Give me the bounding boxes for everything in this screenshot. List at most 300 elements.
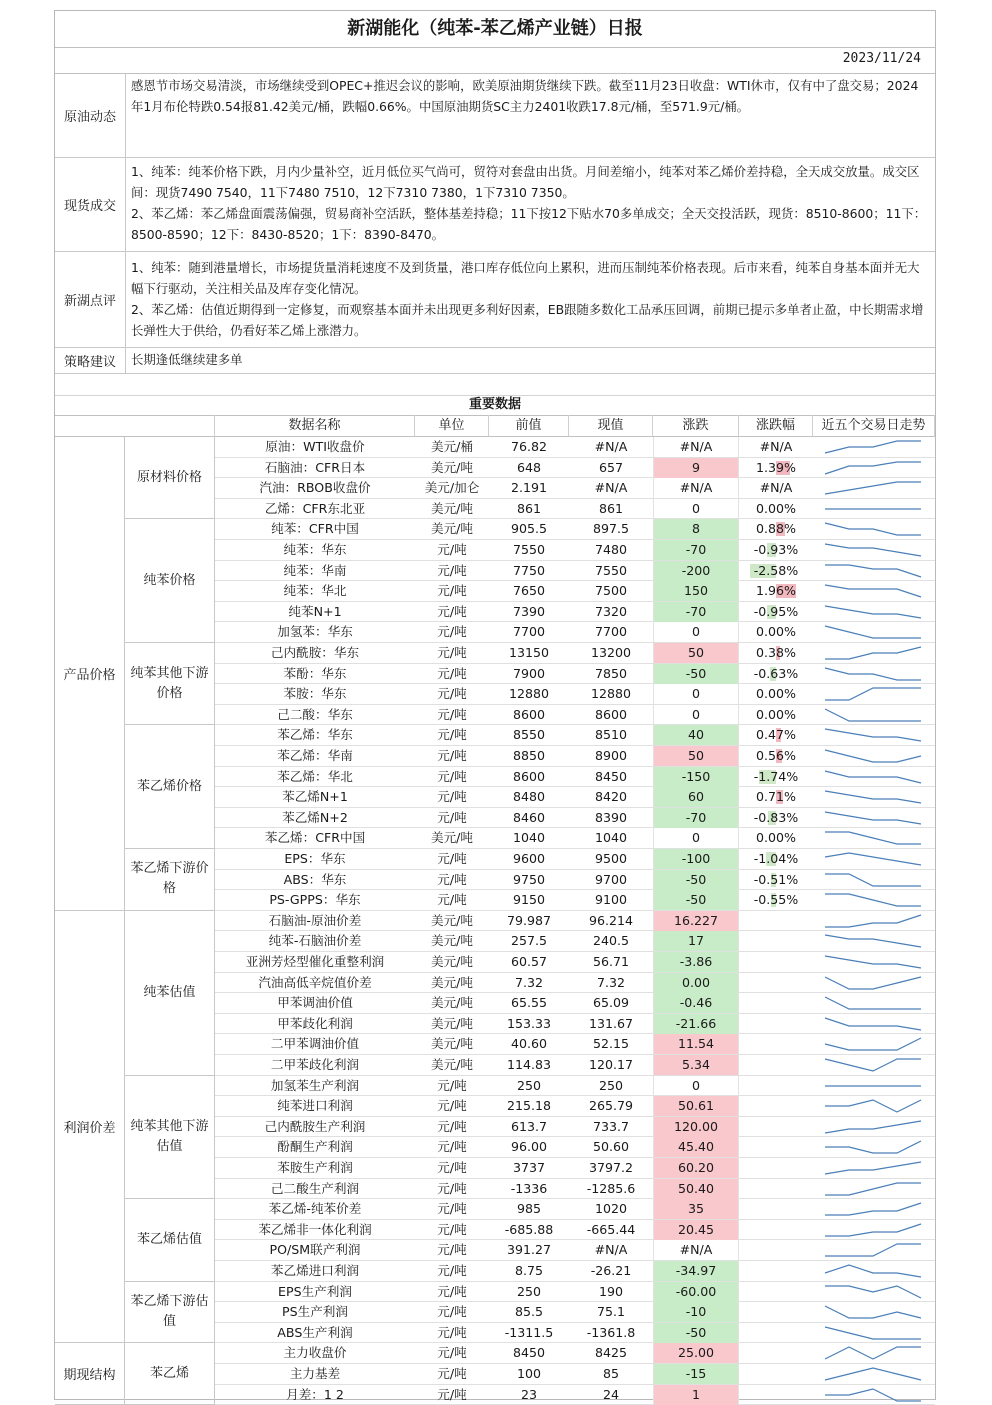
- row-name: 苯乙烯：CFR中国: [264, 830, 366, 846]
- row-pct: [739, 519, 813, 539]
- category-label: 产品价格: [55, 437, 125, 911]
- row-prev: 13150: [508, 645, 550, 660]
- trend-sparkline: [813, 931, 935, 951]
- trend-line: [825, 1265, 921, 1277]
- table-row: [215, 437, 935, 458]
- row-cur: 13200: [590, 645, 632, 660]
- trend-line: [825, 1327, 921, 1339]
- row-prev: 648: [516, 459, 542, 475]
- row-pct: [739, 1282, 813, 1302]
- trend-sparkline: [813, 1199, 935, 1219]
- trend-sparkline: [813, 458, 935, 478]
- row-cur: 1040: [594, 830, 628, 846]
- trend-line: [825, 1389, 921, 1401]
- row-pct: [739, 540, 813, 560]
- row-pct: [739, 1240, 813, 1260]
- row-name: 主力基差: [289, 1366, 341, 1381]
- row-cur: 8425: [594, 1345, 628, 1361]
- row-name: 苯乙烯进口利润: [270, 1263, 360, 1278]
- row-pct: [739, 705, 813, 725]
- row-prev: 23: [520, 1386, 538, 1402]
- group-label: 苯乙烯下游估值: [125, 1282, 215, 1344]
- trend-line: [825, 441, 921, 453]
- row-cur: 7550: [594, 562, 628, 578]
- row-name: 苯乙烯：华东: [277, 727, 353, 743]
- table-row: [215, 973, 935, 994]
- trend-sparkline: [813, 705, 935, 725]
- row-unit: 元/吨: [437, 665, 467, 681]
- row-name: 石脑油-原油价差: [268, 912, 362, 928]
- row-name: 己二酸：华东: [277, 706, 353, 722]
- trend-line: [825, 1100, 921, 1112]
- trend-sparkline: [813, 808, 935, 828]
- table-row: [215, 643, 935, 664]
- row-cur: 861: [598, 500, 624, 516]
- row-prev: 9600: [512, 851, 546, 866]
- row-cur: -26.21: [590, 1263, 632, 1278]
- table-row: [215, 478, 935, 499]
- trend-sparkline: [813, 1034, 935, 1054]
- row-name: 己内酰胺生产利润: [264, 1118, 366, 1134]
- row-change: -200: [653, 561, 739, 581]
- row-name: 汽油高低辛烷值价差: [258, 974, 372, 990]
- col-pct: 涨跌幅: [739, 415, 813, 437]
- trend-line: [825, 626, 921, 638]
- row-cur: 131.67: [588, 1015, 634, 1031]
- row-prev: 65.55: [510, 995, 548, 1011]
- row-cur: 657: [598, 459, 624, 475]
- pct-text: 0.47%: [755, 727, 796, 743]
- row-pct: [739, 622, 813, 642]
- row-change: -21.66: [653, 1014, 739, 1034]
- trend-sparkline: [813, 993, 935, 1013]
- table-row: [215, 581, 935, 602]
- row-name: 原油：WTI收盘价: [265, 439, 365, 454]
- row-prev: 1040: [512, 830, 546, 846]
- row-unit: 元/吨: [437, 851, 467, 866]
- group-label: 苯乙烯下游价格: [125, 849, 215, 911]
- row-cur: 52.15: [592, 1036, 630, 1052]
- row-name: 汽油：RBOB收盘价: [259, 480, 371, 496]
- table-row: [215, 993, 935, 1014]
- row-name: 纯苯：华东: [283, 542, 347, 557]
- row-unit: 美元/吨: [430, 1057, 474, 1072]
- row-prev: -1336: [510, 1180, 548, 1196]
- pct-text: -1.04%: [753, 851, 799, 866]
- row-pct: [739, 1137, 813, 1157]
- trend-line: [825, 668, 921, 680]
- row-unit: 元/吨: [437, 706, 467, 722]
- row-change: 0: [653, 684, 739, 704]
- trend-sparkline: [813, 952, 935, 972]
- row-prev: 257.5: [510, 933, 548, 949]
- row-pct: [739, 1096, 813, 1116]
- key-data-title: 重要数据: [55, 395, 935, 416]
- trend-sparkline: [813, 787, 935, 807]
- row-change: 35: [653, 1199, 739, 1219]
- pct-text: -0.83%: [753, 809, 799, 825]
- pct-text: -0.93%: [753, 542, 799, 557]
- row-unit: 元/吨: [437, 624, 467, 640]
- row-change: -50: [653, 1323, 739, 1343]
- trend-sparkline: [813, 664, 935, 684]
- trend-sparkline: [813, 540, 935, 560]
- row-cur: 250: [598, 1077, 624, 1093]
- row-name: 己内酰胺：华东: [270, 645, 360, 660]
- row-change: -0.46: [653, 993, 739, 1013]
- pct-text: -1.74%: [753, 768, 799, 784]
- row-pct: [739, 1302, 813, 1322]
- row-pct: [739, 1199, 813, 1219]
- row-name: 纯苯：华北: [283, 583, 347, 599]
- row-pct: [739, 684, 813, 704]
- row-name: PO/SM联产利润: [269, 1242, 361, 1258]
- row-name: 苯乙烯非一体化利润: [258, 1221, 372, 1237]
- table-row: [215, 1055, 935, 1076]
- row-pct: [739, 787, 813, 807]
- row-change: 60: [653, 787, 739, 807]
- trend-line: [825, 977, 921, 989]
- col-blank: [55, 415, 215, 437]
- row-prev: 9750: [512, 871, 546, 887]
- row-name: ABS：华东: [283, 871, 347, 887]
- row-unit: 美元/吨: [430, 1036, 474, 1052]
- section-label: 现货成交: [55, 157, 126, 251]
- row-prev: 7650: [512, 583, 546, 599]
- row-pct: [739, 1323, 813, 1343]
- trend-sparkline: [813, 519, 935, 539]
- row-name: EPS：华东: [284, 851, 346, 866]
- row-change: -70: [653, 808, 739, 828]
- trend-line: [825, 894, 921, 906]
- trend-line: [825, 1203, 921, 1215]
- trend-line: [825, 750, 921, 762]
- trend-line: [825, 1286, 921, 1298]
- row-name: 纯苯：CFR中国: [271, 521, 359, 537]
- trend-sparkline: [813, 1343, 935, 1363]
- row-prev: 7550: [512, 542, 546, 557]
- table-row: [215, 1034, 935, 1055]
- table-row: [215, 952, 935, 973]
- row-cur: 8390: [594, 809, 628, 825]
- row-pct: [739, 1385, 813, 1405]
- pct-text: 0.38%: [755, 645, 796, 660]
- table-row: [215, 1014, 935, 1035]
- trend-line: [825, 585, 921, 597]
- row-name: 纯苯进口利润: [277, 1098, 353, 1114]
- row-change: 8: [653, 519, 739, 539]
- section-comment: [55, 251, 935, 348]
- row-unit: 元/吨: [437, 1221, 467, 1237]
- row-change: 45.40: [653, 1137, 739, 1157]
- row-cur: 9100: [594, 892, 628, 908]
- trend-line: [825, 935, 921, 947]
- group-label: 原材料价格: [125, 437, 215, 519]
- row-prev: 3737: [512, 1160, 546, 1175]
- trend-line: [825, 1059, 921, 1071]
- pct-text: #N/A: [759, 480, 793, 496]
- row-name: 酚酮生产利润: [277, 1139, 353, 1155]
- trend-line: [825, 1038, 921, 1050]
- row-prev: 8600: [512, 768, 546, 784]
- table-row: [215, 849, 935, 870]
- row-prev: 8600: [512, 706, 546, 722]
- section-label: 原油动态: [55, 73, 126, 157]
- trend-sparkline: [813, 1261, 935, 1281]
- row-prev: 100: [516, 1366, 542, 1381]
- row-name: 苯胺：华东: [283, 686, 347, 702]
- section-label: 新湖点评: [55, 251, 126, 347]
- row-prev: 613.7: [510, 1118, 548, 1134]
- row-prev: 7700: [512, 624, 546, 640]
- row-change: 20.45: [653, 1220, 739, 1240]
- row-name: 己二酸生产利润: [270, 1180, 360, 1196]
- row-pct: [739, 458, 813, 478]
- row-change: -34.97: [653, 1261, 739, 1281]
- trend-line: [825, 1018, 921, 1030]
- table-row: [215, 890, 935, 911]
- row-pct: [739, 1055, 813, 1075]
- row-cur: 240.5: [592, 933, 630, 949]
- section-text: 感恩节市场交易清淡，市场继续受到OPEC+推迟会议的影响，欧美原油期货继续下跌。截至11月23日收盘：WTI休市，仅有中了盘交易；2024年1月布伦特跌0.54报81.42美元/桶，跌幅0.66%。中国原油期货SC主力2401收跌17.8元/桶，至571.9元/桶。: [131, 78, 919, 114]
- trend-sparkline: [813, 437, 935, 457]
- table-row: [215, 1282, 935, 1303]
- trend-sparkline: [813, 890, 935, 910]
- row-name: 纯苯：华南: [283, 562, 347, 578]
- category-label: 利润价差: [55, 911, 125, 1344]
- row-change: 0: [653, 499, 739, 519]
- row-cur: -665.44: [586, 1221, 636, 1237]
- group-label: 苯乙烯价格: [125, 725, 215, 849]
- row-name: 甲苯调油价值: [277, 995, 353, 1011]
- row-unit: 元/吨: [437, 1118, 467, 1134]
- row-unit: 元/吨: [437, 1345, 467, 1361]
- trend-line: [825, 997, 921, 1009]
- trend-line: [825, 729, 921, 741]
- row-prev: 40.60: [510, 1036, 548, 1052]
- table-row: [215, 1343, 935, 1364]
- row-pct: [739, 1158, 813, 1178]
- row-unit: 元/吨: [437, 748, 467, 763]
- row-unit: 美元/加仑: [424, 480, 480, 496]
- row-cur: 65.09: [592, 995, 630, 1011]
- report-title: 新湖能化（纯苯-苯乙烯产业链）日报: [55, 11, 935, 48]
- row-pct: [739, 725, 813, 745]
- table-row: [215, 458, 935, 479]
- row-prev: 215.18: [506, 1098, 552, 1114]
- table-row: [215, 1302, 935, 1323]
- trend-line: [825, 1368, 921, 1380]
- row-unit: 元/吨: [437, 1242, 467, 1258]
- row-change: -60.00: [653, 1282, 739, 1302]
- row-unit: 美元/吨: [430, 995, 474, 1011]
- trend-line: [825, 771, 921, 783]
- trend-sparkline: [813, 1302, 935, 1322]
- trend-sparkline: [813, 1096, 935, 1116]
- pct-text: 0.71%: [755, 789, 796, 805]
- row-change: 120.00: [653, 1117, 739, 1137]
- row-prev: 905.5: [510, 521, 548, 537]
- row-prev: 114.83: [506, 1057, 552, 1072]
- group-label: 苯乙烯: [125, 1343, 215, 1405]
- row-prev: 153.33: [506, 1015, 552, 1031]
- row-change: 0: [653, 1076, 739, 1096]
- row-change: -100: [653, 849, 739, 869]
- trend-sparkline: [813, 478, 935, 498]
- row-pct: [739, 1261, 813, 1281]
- trend-sparkline: [813, 767, 935, 787]
- row-name: ABS生产利润: [277, 1324, 353, 1340]
- trend-sparkline: [813, 973, 935, 993]
- trend-line: [825, 1183, 921, 1195]
- row-change: 60.20: [653, 1158, 739, 1178]
- row-cur: -1285.6: [586, 1180, 636, 1196]
- pct-text: 0.00%: [755, 706, 796, 722]
- row-change: 11.54: [653, 1034, 739, 1054]
- row-cur: 85: [602, 1366, 620, 1381]
- row-name: 二甲苯调油价值: [270, 1036, 360, 1052]
- row-unit: 元/吨: [437, 583, 467, 599]
- row-unit: 美元/吨: [430, 500, 474, 516]
- row-name: 苯乙烯N+1: [282, 789, 348, 805]
- trend-line: [825, 915, 921, 927]
- row-pct: [739, 808, 813, 828]
- group-label: 纯苯其他下游估值: [125, 1076, 215, 1200]
- table-row: [215, 540, 935, 561]
- trend-sparkline: [813, 1364, 935, 1384]
- row-name: 苯乙烯-纯苯价差: [268, 1201, 362, 1217]
- row-prev: 96.00: [510, 1139, 548, 1155]
- row-pct: [739, 973, 813, 993]
- report-date: 2023/11/24: [842, 51, 921, 66]
- row-change: 17: [653, 931, 739, 951]
- table-row: [215, 705, 935, 726]
- row-pct: [739, 1179, 813, 1199]
- row-prev: 7.32: [514, 974, 544, 990]
- trend-line: [825, 647, 921, 659]
- table-row: [215, 1179, 935, 1200]
- row-cur: 7850: [594, 665, 628, 681]
- row-cur: 8420: [594, 789, 628, 805]
- row-pct: [739, 828, 813, 848]
- row-unit: 元/吨: [437, 1077, 467, 1093]
- row-cur: 265.79: [588, 1098, 634, 1114]
- row-cur: 9500: [594, 851, 628, 866]
- row-unit: 元/吨: [437, 727, 467, 743]
- row-change: -50: [653, 664, 739, 684]
- pct-text: -2.58%: [753, 562, 799, 578]
- table-row: [215, 1364, 935, 1385]
- trend-sparkline: [813, 1179, 935, 1199]
- row-change: #N/A: [653, 437, 739, 457]
- row-unit: 元/吨: [437, 1304, 467, 1320]
- report-date-row: [55, 47, 935, 74]
- section-text: 长期逢低继续建多单: [131, 352, 243, 367]
- row-cur: #N/A: [594, 480, 628, 496]
- row-pct: [739, 1364, 813, 1384]
- group-label: 纯苯价格: [125, 519, 215, 643]
- table-row: [215, 787, 935, 808]
- row-name: 主力收盘价: [283, 1345, 347, 1361]
- trend-sparkline: [813, 561, 935, 581]
- section-label: 策略建议: [55, 347, 126, 373]
- col-name: 数据名称: [215, 415, 415, 437]
- table-row: [215, 602, 935, 623]
- row-pct: [739, 561, 813, 581]
- row-change: 5.34: [653, 1055, 739, 1075]
- trend-line: [825, 1244, 921, 1256]
- row-unit: 元/吨: [437, 1201, 467, 1217]
- table-row: [215, 725, 935, 746]
- trend-line: [825, 1306, 921, 1318]
- row-name: 加氢苯生产利润: [270, 1077, 360, 1093]
- trend-sparkline: [813, 1117, 935, 1137]
- row-change: -50: [653, 870, 739, 890]
- row-pct: [739, 767, 813, 787]
- row-pct: [739, 478, 813, 498]
- row-unit: 元/吨: [437, 562, 467, 578]
- trend-sparkline: [813, 643, 935, 663]
- row-pct: [739, 746, 813, 766]
- row-name: PS生产利润: [282, 1304, 348, 1320]
- trend-sparkline: [813, 725, 935, 745]
- table-row: [215, 1158, 935, 1179]
- row-cur: 8510: [594, 727, 628, 743]
- row-name: 月差：1 2: [286, 1386, 344, 1402]
- row-cur: 120.17: [588, 1057, 634, 1072]
- trend-sparkline: [813, 746, 935, 766]
- row-unit: 元/吨: [437, 768, 467, 784]
- row-change: 0: [653, 705, 739, 725]
- table-row: [215, 1137, 935, 1158]
- trend-sparkline: [813, 1282, 935, 1302]
- row-cur: 8900: [594, 748, 628, 763]
- row-unit: 元/吨: [437, 1160, 467, 1175]
- trend-line: [825, 565, 921, 577]
- trend-line: [825, 688, 921, 700]
- row-pct: [739, 1034, 813, 1054]
- table-row: [215, 931, 935, 952]
- row-name: 乙烯：CFR东北亚: [264, 500, 366, 516]
- table-row: [215, 1240, 935, 1261]
- row-unit: 元/吨: [437, 1139, 467, 1155]
- row-prev: 9150: [512, 892, 546, 908]
- trend-sparkline: [813, 1220, 935, 1240]
- trend-line: [825, 874, 921, 886]
- row-pct: [739, 643, 813, 663]
- spacer-row: [55, 373, 935, 396]
- row-unit: 元/吨: [437, 1098, 467, 1114]
- row-name: 苯胺生产利润: [277, 1160, 353, 1175]
- table-row: [215, 767, 935, 788]
- row-change: 150: [653, 581, 739, 601]
- trend-sparkline: [813, 1385, 935, 1405]
- trend-line: [825, 956, 921, 968]
- row-prev: 2.191: [510, 480, 548, 496]
- col-chg: 涨跌: [653, 415, 739, 437]
- trend-sparkline: [813, 1055, 935, 1075]
- group-label: 苯乙烯估值: [125, 1199, 215, 1281]
- row-unit: 元/吨: [437, 1366, 467, 1381]
- pct-text: #N/A: [759, 439, 793, 454]
- row-pct: [739, 581, 813, 601]
- table-row: [215, 561, 935, 582]
- trend-line: [825, 1224, 921, 1236]
- row-prev: 85.5: [514, 1304, 544, 1320]
- row-cur: 7700: [594, 624, 628, 640]
- row-pct: [739, 870, 813, 890]
- row-name: 甲苯歧化利润: [277, 1015, 353, 1031]
